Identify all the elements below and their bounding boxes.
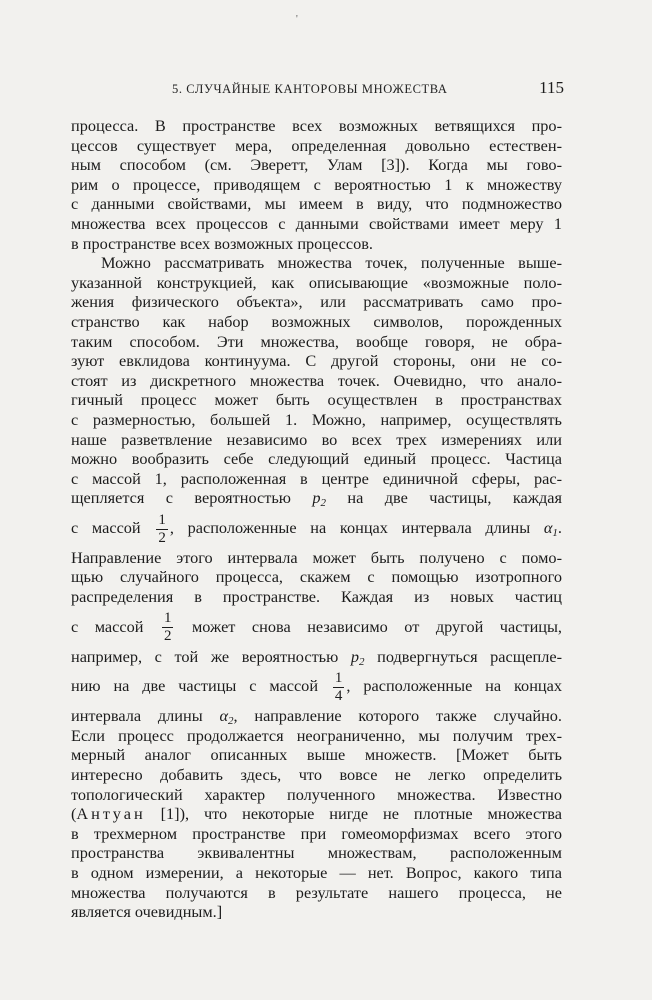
text-line: стоят из дискретного множества точек. Очевидно, что анало- xyxy=(71,370,562,390)
text-line: множества всех процессов с данными свойствами имеет меру 1 xyxy=(71,213,562,233)
math-alpha1 xyxy=(544,518,558,537)
text-line xyxy=(71,607,562,647)
fraction-numerator: 1 xyxy=(158,511,166,528)
text-run: подвергнуться расщепле- xyxy=(377,646,563,666)
text-line xyxy=(71,488,562,508)
text-run: интервала длины xyxy=(71,706,203,726)
fraction-one-half xyxy=(156,513,168,546)
text-line xyxy=(71,666,562,706)
text-line xyxy=(71,706,562,726)
math-subscript: 1 xyxy=(552,526,558,539)
text-line: зуют евклидова континуума. С другой стороны, они не со- xyxy=(71,351,562,371)
math-subscript: 2 xyxy=(228,715,234,728)
body-text xyxy=(71,116,562,922)
text-line: наше разветвление независимо во всех трех измерениях или xyxy=(71,429,562,449)
fraction-one-half xyxy=(162,611,174,644)
text-line: Можно рассматривать множества точек, полученные выше- xyxy=(101,253,562,273)
text-line: в трехмерном пространстве при гомеоморфизмах всего этого xyxy=(71,823,562,843)
math-symbol: α xyxy=(543,517,553,537)
author-name: Антуан xyxy=(76,804,146,824)
text-line: с массой $\frac{1}{2}$ , расположенные на концах интервала длины $\alpha_1$. xyxy=(71,511,562,546)
text-line: с данными свойствами, мы имеем в виду, что подмножество xyxy=(71,194,562,214)
text-line: с размерностью, большей 1. Можно, например, осуществлять xyxy=(71,409,562,429)
text-line: топологический характер полученного множества. Известно xyxy=(71,784,562,804)
text-run: , направление которого также случайно. xyxy=(233,706,563,726)
math-subscript: 2 xyxy=(359,655,365,668)
math-p2 xyxy=(312,488,327,510)
text-line: щью случайного процесса, скажем с помощью изотропного xyxy=(71,567,562,587)
text-run: может снова независимо от другой частицы, xyxy=(192,616,563,636)
math-symbol: p xyxy=(350,646,360,666)
text-line: рим о процессе, приводящем с вероятностью 1 к множеству xyxy=(71,174,562,194)
fraction-denominator: 4 xyxy=(334,688,343,705)
text-line: странство как набор возможных символов, порожденных xyxy=(71,311,562,331)
text-line: распределения в пространстве. Каждая из новых частиц xyxy=(71,587,562,607)
math-alpha2 xyxy=(219,706,234,728)
text-run: ( xyxy=(71,804,77,824)
math-symbol: α xyxy=(219,706,229,726)
math-symbol: p xyxy=(312,488,321,508)
text-run: , расположенные на концах xyxy=(346,676,562,696)
text-line: таким способом. Эти множества, вообще говоря, не обра- xyxy=(71,331,562,351)
text-run: , расположенные на концах интервала длины xyxy=(169,517,531,537)
text-line: с массой 1, расположенная в центре единичной сферы, рас- xyxy=(71,468,562,488)
math-subscript: 2 xyxy=(320,497,327,510)
page-header xyxy=(172,78,564,100)
text-line: в одном измерении, а некоторые — нет. Вопрос, какого типа xyxy=(71,863,562,882)
text-line: в пространстве всех возможных процессов. xyxy=(71,233,374,253)
text-run: нию на две частицы с массой xyxy=(71,676,319,696)
text-line xyxy=(71,647,562,667)
text-run: с массой xyxy=(71,616,144,636)
fraction-one-quarter xyxy=(333,671,345,704)
text-run: например, с той же вероятностью xyxy=(71,646,339,666)
text-line: мерный аналог описанных выше множеств. [Может быть xyxy=(71,745,562,765)
fraction-denominator: 2 xyxy=(158,529,166,546)
print-mark: ' xyxy=(296,14,298,25)
text-line: можно вообразить себе следующий единый процесс. Частица xyxy=(71,449,562,469)
text-line: интересно добавить здесь, что вовсе не легко определить xyxy=(71,765,562,785)
text-line: Направление этого интервала может быть получено с помо- xyxy=(71,547,562,567)
fraction-numerator: 1 xyxy=(163,610,172,627)
text-line: указанной конструкцией, как описывающие «возможные поло- xyxy=(71,272,562,292)
math-p2 xyxy=(351,647,365,666)
page-number: 115 xyxy=(539,78,564,97)
text-line: ным способом (см. Эверетт, Улам [3]). Когда мы гово- xyxy=(71,155,562,175)
text-line: Если процесс продолжается неограниченно, мы получим трех- xyxy=(71,725,562,745)
text-line: цессов существует мера, определенная довольно естествен- xyxy=(71,135,562,155)
fraction-denominator: 2 xyxy=(163,628,172,645)
text-run: с массой xyxy=(71,517,141,537)
text-line: гичный процесс может быть осуществлен в пространствах xyxy=(71,390,562,410)
text-line: множества получаются в результате нашего процесса, не xyxy=(71,882,562,902)
text-run: щепляется с вероятностью xyxy=(71,488,291,508)
text-line xyxy=(71,804,562,824)
text-run: [1]), что некоторые нигде не плотные множества xyxy=(145,804,562,824)
text-line: является очевидным.] xyxy=(71,902,223,922)
text-line: процесса. В пространстве всех возможных ветвящихся про- xyxy=(71,116,562,135)
text-line: жения физического объекта», или рассматривать само про- xyxy=(71,292,562,312)
fraction-numerator: 1 xyxy=(334,670,343,687)
running-head: 5. СЛУЧАЙНЫЕ КАНТОРОВЫ МНОЖЕСТВА xyxy=(172,82,448,96)
text-run: на две частицы, каждая xyxy=(347,488,562,508)
text-line: пространства эквивалентны множествам, расположенным xyxy=(71,843,562,863)
